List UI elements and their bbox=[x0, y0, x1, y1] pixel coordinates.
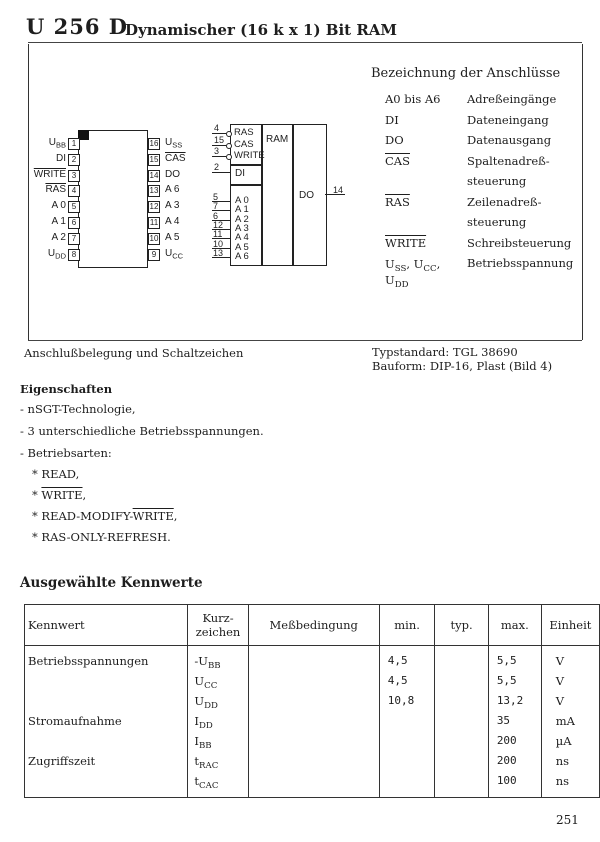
header-kennwert: Kennwert bbox=[25, 605, 188, 646]
table-header-row bbox=[25, 605, 600, 646]
pin-11: 11 bbox=[149, 218, 159, 227]
legend-description: Betriebsspannung bbox=[467, 256, 574, 270]
cell-unit: V bbox=[555, 694, 565, 708]
pin-label-1: $U_{BB}$ bbox=[48, 137, 66, 150]
pin-16: 16 bbox=[149, 139, 159, 148]
pin-label-4: $\overline{RAS}$ bbox=[45, 184, 66, 196]
di-label: DI bbox=[235, 168, 245, 179]
pin-7: 7 bbox=[68, 233, 80, 245]
legend-description: Datenausgang bbox=[467, 133, 552, 147]
cell-kennwert: Stromaufnahme bbox=[28, 714, 122, 728]
cell-min bbox=[388, 751, 435, 771]
property-item: - Betriebsarten: bbox=[20, 446, 112, 460]
figure-frame-top bbox=[28, 42, 582, 43]
inversion-bubble-4 bbox=[226, 131, 232, 137]
cell-kurz: $t_{RAC}$ bbox=[194, 754, 219, 772]
inversion-bubble-15 bbox=[226, 143, 232, 149]
header-min: min. bbox=[379, 605, 435, 646]
col-max bbox=[488, 646, 541, 798]
typstandard: Typstandard: TGL 38690 bbox=[372, 345, 518, 359]
legend-symbol: A0 bis A6 bbox=[385, 92, 441, 106]
cell-kennwert bbox=[28, 691, 187, 711]
header-typ: typ. bbox=[435, 605, 488, 646]
pin-9: 9 bbox=[148, 249, 160, 261]
pin-label-11: A 4 bbox=[165, 216, 180, 227]
cell-min bbox=[388, 711, 435, 731]
cell-mess bbox=[249, 731, 379, 751]
col-min bbox=[379, 646, 435, 798]
cell-unit: V bbox=[555, 654, 565, 668]
cell-typ bbox=[443, 711, 487, 731]
header-einheit: Einheit bbox=[541, 605, 599, 646]
operating-mode: * READ-MODIFY-WRITE, bbox=[32, 509, 178, 523]
part-number: U 256 D bbox=[26, 14, 128, 39]
characteristics-table bbox=[24, 604, 600, 798]
cell-min: 4,5 bbox=[387, 654, 408, 667]
table-title: Ausgewählte Kennwerte bbox=[20, 575, 203, 591]
legend-symbol: DO bbox=[385, 133, 404, 147]
pin-5: 5 bbox=[68, 201, 80, 213]
cell-min bbox=[388, 731, 435, 751]
do-label: DO bbox=[299, 190, 314, 201]
addr-pin-number-10: 10 bbox=[213, 238, 224, 249]
pin-14: 14 bbox=[149, 170, 159, 180]
bauform: Bauform: DIP-16, Plast (Bild 4) bbox=[372, 359, 553, 373]
cell-mess bbox=[249, 651, 379, 671]
header-kurzzeichen bbox=[188, 605, 248, 646]
legend-symbol: $\overline{CAS}$ bbox=[385, 153, 410, 168]
pin-12: 12 bbox=[149, 202, 159, 212]
col-kurzzeichen bbox=[188, 646, 248, 798]
ctrl-pin-number-15: 15 bbox=[214, 134, 225, 145]
cell-kennwert: Betriebsspannungen bbox=[28, 654, 149, 668]
figure-caption: Anschlußbelegung und Schaltzeichen bbox=[24, 346, 244, 360]
ctrl-wire-4 bbox=[212, 133, 226, 134]
addr-pin-number-7: 7 bbox=[213, 201, 219, 212]
pin-label-14: DO bbox=[165, 168, 180, 180]
pin-label-5: A 0 bbox=[51, 200, 66, 212]
legend-description: Zeilenadreß- bbox=[467, 194, 542, 209]
cell-mess bbox=[249, 671, 379, 691]
pin-label-10: A 5 bbox=[165, 231, 180, 243]
page-title: Dynamischer (16 k x 1) Bit RAM bbox=[125, 21, 398, 39]
cell-kurz: $U_{DD}$ bbox=[194, 694, 218, 712]
cell-unit: mA bbox=[555, 714, 575, 728]
pin-label-16: $U_{SS}$ bbox=[165, 137, 183, 150]
pin-label-13: A 6 bbox=[165, 184, 180, 196]
pin-label-6: A 1 bbox=[51, 216, 66, 227]
cell-max: 5,5 bbox=[496, 654, 517, 667]
cell-kennwert bbox=[28, 771, 187, 791]
pin-label-2: DI bbox=[56, 152, 66, 164]
do-pin-number: 14 bbox=[333, 185, 344, 195]
ctrl-pin-number-4: 4 bbox=[214, 123, 220, 133]
pin-label-3: WRITE bbox=[33, 168, 66, 180]
addr-label: A 1 bbox=[235, 204, 249, 216]
operating-mode: * READ, bbox=[32, 467, 80, 481]
cell-kurz: $I_{BB}$ bbox=[194, 734, 212, 752]
pin-10: 10 bbox=[149, 233, 159, 243]
cell-kennwert bbox=[28, 671, 187, 691]
ctrl-label-cas: CAS bbox=[234, 138, 254, 150]
pin-13: 13 bbox=[149, 186, 159, 196]
addr-label: A 5 bbox=[235, 241, 249, 253]
header-max: max. bbox=[488, 605, 541, 646]
col-kennwert bbox=[25, 646, 188, 798]
cell-min: 10,8 bbox=[387, 694, 415, 707]
cell-max: 200 bbox=[496, 734, 517, 747]
dip-package-body bbox=[78, 130, 148, 268]
cell-max: 13,2 bbox=[496, 694, 524, 707]
legend-description-cont: steuerung bbox=[467, 174, 527, 188]
addr-pin-number-6: 6 bbox=[213, 210, 219, 221]
di-pin-number: 2 bbox=[214, 162, 220, 172]
pin-label-9: $U_{CC}$ bbox=[165, 247, 184, 261]
cell-max: 5,5 bbox=[496, 674, 517, 687]
legend-symbol: $U_{SS}$, $U_{CC}$, $U_{DD}$ bbox=[385, 257, 441, 291]
ctrl-wire-3 bbox=[212, 156, 226, 157]
cell-typ bbox=[443, 671, 487, 691]
header-messbedingung: Meßbedingung bbox=[248, 605, 379, 646]
cell-mess bbox=[249, 751, 379, 771]
col-typ bbox=[435, 646, 488, 798]
cell-unit: V bbox=[555, 674, 565, 688]
cell-kurz: $t_{CAC}$ bbox=[194, 774, 219, 792]
addr-label: A 4 bbox=[235, 232, 249, 244]
pin-15: 15 bbox=[149, 154, 159, 164]
ctrl-pin-number-3: 3 bbox=[214, 146, 220, 156]
legend-description-cont: steuerung bbox=[467, 215, 527, 229]
cell-mess bbox=[249, 711, 379, 731]
ctrl-label-write: WRITE bbox=[234, 150, 265, 161]
cell-kennwert bbox=[28, 731, 187, 751]
cell-kurz: $I_{DD}$ bbox=[194, 714, 213, 732]
cell-max: 200 bbox=[496, 754, 517, 767]
legend-symbol: WRITE bbox=[385, 235, 427, 250]
addr-label: A 3 bbox=[235, 222, 249, 234]
ctrl-label-ras: RAS bbox=[234, 127, 254, 138]
legend-symbol: DI bbox=[385, 112, 399, 127]
col-einheit bbox=[541, 646, 599, 798]
legend-description: Dateneingang bbox=[467, 112, 549, 127]
col-messbedingung bbox=[248, 646, 379, 798]
properties-title: Eigenschaften bbox=[20, 382, 113, 396]
cell-kennwert: Zugriffszeit bbox=[28, 754, 96, 768]
cell-unit: ns bbox=[555, 774, 570, 788]
pin-label-7: A 2 bbox=[51, 231, 66, 243]
cell-kurz: $U_{CC}$ bbox=[194, 674, 218, 692]
page-number: 251 bbox=[556, 813, 579, 827]
inversion-bubble-3 bbox=[226, 154, 232, 160]
ram-label: RAM bbox=[266, 134, 289, 145]
pin-3: 3 bbox=[68, 170, 80, 182]
pin-label-8: $U_{DD}$ bbox=[47, 247, 66, 261]
legend-description: Spaltenadreß- bbox=[467, 153, 550, 168]
addr-label: A 6 bbox=[235, 250, 249, 262]
legend-description: Schreibsteuerung bbox=[467, 235, 572, 250]
cell-mess bbox=[249, 771, 379, 791]
legend-title: Bezeichnung der Anschlüsse bbox=[371, 66, 561, 81]
cell-max: 100 bbox=[496, 774, 517, 787]
di-wire bbox=[212, 172, 230, 173]
operating-mode: * WRITE, bbox=[32, 488, 87, 502]
addr-label: A 0 bbox=[235, 195, 249, 206]
cell-typ bbox=[443, 691, 487, 711]
pin-2: 2 bbox=[68, 154, 80, 166]
pin-4: 4 bbox=[68, 185, 80, 197]
addr-pin-number-12: 12 bbox=[213, 219, 224, 230]
cell-max: 35 bbox=[496, 714, 511, 727]
table-body bbox=[25, 646, 600, 798]
operating-mode: * RAS-ONLY-REFRESH. bbox=[32, 530, 171, 544]
cell-min bbox=[388, 771, 435, 791]
cell-typ bbox=[443, 771, 487, 791]
cell-min: 4,5 bbox=[387, 674, 408, 687]
legend-symbol: $\overline{RAS}$ bbox=[385, 194, 410, 209]
addr-pin-number-13: 13 bbox=[213, 247, 224, 258]
property-item: - 3 unterschiedliche Betriebsspannungen. bbox=[20, 424, 264, 438]
legend-description: Adreßeingänge bbox=[467, 92, 557, 106]
addr-pin-number-11: 11 bbox=[213, 229, 223, 240]
pin-label-12: A 3 bbox=[165, 200, 180, 212]
cell-unit: µA bbox=[555, 734, 572, 748]
cell-unit: ns bbox=[555, 754, 570, 768]
cell-typ bbox=[443, 651, 487, 671]
pin-6: 6 bbox=[68, 217, 80, 229]
cell-typ bbox=[443, 751, 487, 771]
pin-8: 8 bbox=[68, 249, 80, 261]
ram-core-block bbox=[261, 124, 294, 266]
property-item: - nSGT-Technologie, bbox=[20, 402, 136, 416]
cell-kurz: $-U_{BB}$ bbox=[194, 654, 221, 672]
cell-mess bbox=[249, 691, 379, 711]
cell-typ bbox=[443, 731, 487, 751]
addr-pin-number-5: 5 bbox=[213, 192, 219, 202]
addr-label: A 2 bbox=[235, 213, 249, 225]
pin-1: 1 bbox=[68, 138, 80, 150]
figure-frame-bottom bbox=[28, 340, 582, 341]
pin-label-15: $\overline{CAS}$ bbox=[165, 152, 186, 164]
header-kurz-line2: zeichen bbox=[195, 625, 241, 639]
header-kurz-line1: Kurz- bbox=[202, 611, 234, 625]
